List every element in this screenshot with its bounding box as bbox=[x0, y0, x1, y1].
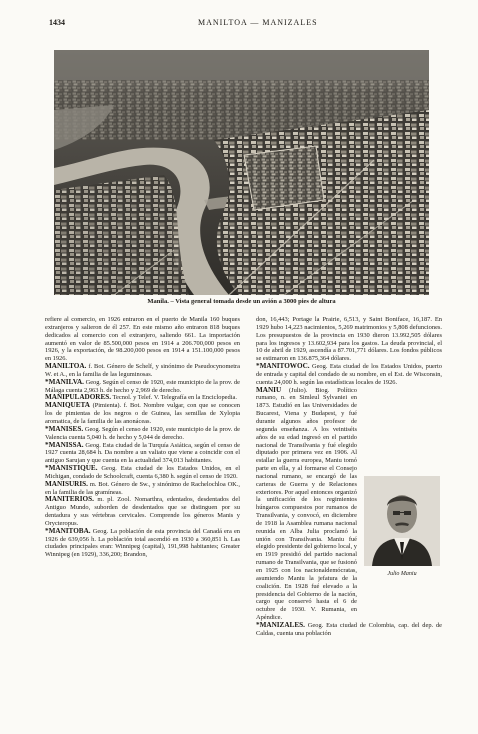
entry-headword: *MANISSA. bbox=[45, 440, 84, 449]
entry-headword: *MANILVA. bbox=[45, 377, 84, 386]
entry-headword: *MANITOWOC. bbox=[256, 362, 310, 371]
photo-caption: Manila. – Vista general tomada desde un avión a 3000 pies de altura bbox=[147, 298, 336, 305]
entry-headword: *MANITOBA. bbox=[45, 526, 91, 535]
entry-text: m. Bot. Género de Sw., y sinónimo de Rachelochloa OK., en la familia de las gramíneas. bbox=[45, 480, 240, 496]
entry-manitowoc bbox=[256, 363, 442, 387]
entry-headword: *MANISES. bbox=[45, 424, 84, 433]
entry-headword: MANISURIS. bbox=[45, 479, 88, 488]
entry-headword: *MANIZALES. bbox=[256, 620, 305, 629]
entry-manistique bbox=[45, 465, 240, 481]
portrait-caption: Julio Maniu bbox=[387, 571, 417, 577]
page-number: 1434 bbox=[49, 18, 65, 27]
entry-headword: MANIQUETA bbox=[45, 401, 90, 410]
entry-text: Tecnol. y Telef. V. Telegrafía en la Enciclopedia. bbox=[112, 394, 237, 402]
entry-text: refiere al comercio, en 1926 entraron en el puerto de Manila 160 buques extranjeros y salieron de él 257. En este mismo año entraron 818 buques dedicados al comercio con el extranjero, saliendo 661. La importación aumentó en valor de 85.500,000 pesos en 1914 a 206.700,000 pesos en 1926, y la exportación, de 98.200,000 pesos en 1914 a 151.100,000 pesos en 1926. bbox=[45, 316, 240, 363]
entry-maniltoa bbox=[45, 363, 240, 379]
entry-text: Geog. Esta ciudad de los Estados Unidos, en el Michigan, condado de Schoolcraft, cuenta 6,380 h. según el censo de 1920. bbox=[45, 465, 240, 480]
entry-manitoba-continued bbox=[256, 316, 442, 363]
entry-text: f. Bot. Género de Schelf, y sinónimo de Pseudocynometra W. et A., en la familia de las leguminosas. bbox=[45, 363, 240, 378]
entry-maniu bbox=[256, 387, 357, 622]
entry-text: Geog. Según el censo de 1920, este municipio de la prov. de Málaga cuenta 2,963 h. de hecho y 2,969 de derecho. bbox=[45, 378, 240, 394]
entry-headword: MANIPULADORES. bbox=[45, 393, 112, 402]
entry-headword: *MANISTIQUE. bbox=[45, 464, 98, 473]
aerial-photo-manila bbox=[54, 50, 429, 295]
entry-manilva bbox=[45, 379, 240, 395]
entry-manisuris bbox=[45, 481, 240, 497]
entry-text: Geog. Esta ciudad de la Turquía Asiática, según el censo de 1927 cuenta 28,684 h. Da nombre a un valiato que viene a coincidir con el antiguo Sarujan y que cuenta en la actualidad 374,013 habitantes. bbox=[45, 441, 240, 465]
entry-manissa bbox=[45, 442, 240, 466]
entry-manitoba bbox=[45, 528, 240, 559]
entry-manises bbox=[45, 426, 240, 442]
entry-manila-continued bbox=[45, 316, 240, 363]
entry-manizales bbox=[256, 622, 442, 638]
entry-text: (Julio). Biog. Político rumano, n. en Simleul Sylvaniei en 1873. Estudió en las Universidades de Bucarest, Viena y Budapest, y fué durante algunos años profesor de segunda enseñanza. A los veintiséis años de su edad ingresó en el partido nacional de Transilvania y fué elegido diputado por primera vez en 1906. Al estallar la guerra europea, Maniu tomó parte en ella, y al formarse el Consejo nacional rumano, se encargó de las carteras de Guerra y de Relaciones exteriores. Por aquel entonces organizó la unificación de los regimientos húngaros compuestos por rumanos de Transilvania, y convocó, en diciembre de 1918 la Asamblea rumana nacional reunida en Alba Julia proclamó la unión con Transilvania. Maniu fué elegido presidente del gobierno local, y en 1919 presidió del partido nacional rumano de Transilvania, que se fusionó en 1925 con los nacionaldemócratas, asumiendo Maniu la jefatura de la coalición. En 1928 fué elevado a la presidencia del Gobierno de la nación, cargo que conservó hasta el 6 de octubre de 1930. V. Rumania, en Apéndice. bbox=[256, 386, 357, 622]
entry-text: Geog. Esta ciudad de los Estados Unidos, puerto de entrada y capital del condado de su nombre, en el Est. de Wisconsin, cuenta 24,000 h. según las estadísticas locales de 1926. bbox=[256, 363, 442, 386]
entry-text: Geog. La población de esta provincia del Canadá era en 1926 de 639,056 h. La población total ascendió en 1930 a 360,851 h. Las ciudades principales eran: Winnipeg (capital), 191,998 habitantes; Greater Winnipeg (en 1929), 336,200; Brandon, bbox=[45, 527, 240, 559]
entry-text: Geog. Esta ciudad de Colombia, cap. del dep. de Caldas, cuenta una población bbox=[256, 621, 442, 637]
left-column bbox=[45, 316, 240, 559]
entry-headword: MANITERIOS. bbox=[45, 495, 94, 504]
entry-maniterios bbox=[45, 496, 240, 527]
entry-text: Geog. Según el censo de 1920, este municipio de la prov. de Valencia cuenta 5,040 h. de hecho y 5,044 de derecho. bbox=[45, 425, 240, 441]
entry-text: don, 16,443; Portage la Prairie, 6,513, y Saint Boniface, 16,187. En 1929 hubo 14,223 nacimientos, 5,269 matrimonios y 5,808 defunciones. Los presupuestos de la provincia en 1930 dieron 13.992,505 dólares para los ingresos y 13.602,934 para los gastos. La deuda provincial, el 10 de abril de 1929, ascendía a 87.701,771 dólares. Los fondos públicos se estimaron en 136.875,364 dólares. bbox=[256, 316, 442, 363]
portrait-photo bbox=[364, 476, 440, 566]
entry-text: (Pimienta). f. Bot. Nombre vulgar, con que se conocen los de pimientas de los negros o de Guinea, las semillas de Xylopia aromatica, de la familia de las anonáceas. bbox=[45, 402, 240, 425]
running-head: MANILTOA — MANIZALES bbox=[198, 18, 318, 27]
entry-headword: MANILTOA. bbox=[45, 362, 87, 371]
entry-maniqueta bbox=[45, 402, 240, 426]
entry-text: m. pl. Zool. Nomarthra, edentados, desdentados del Antiguo Mundo, suborden de desdentados que se distinguen por su dentadura y sus vértebras cervicales. Comprende los géneros Manis y Orycteropus. bbox=[45, 496, 240, 527]
entry-headword: MANIU bbox=[256, 385, 282, 394]
